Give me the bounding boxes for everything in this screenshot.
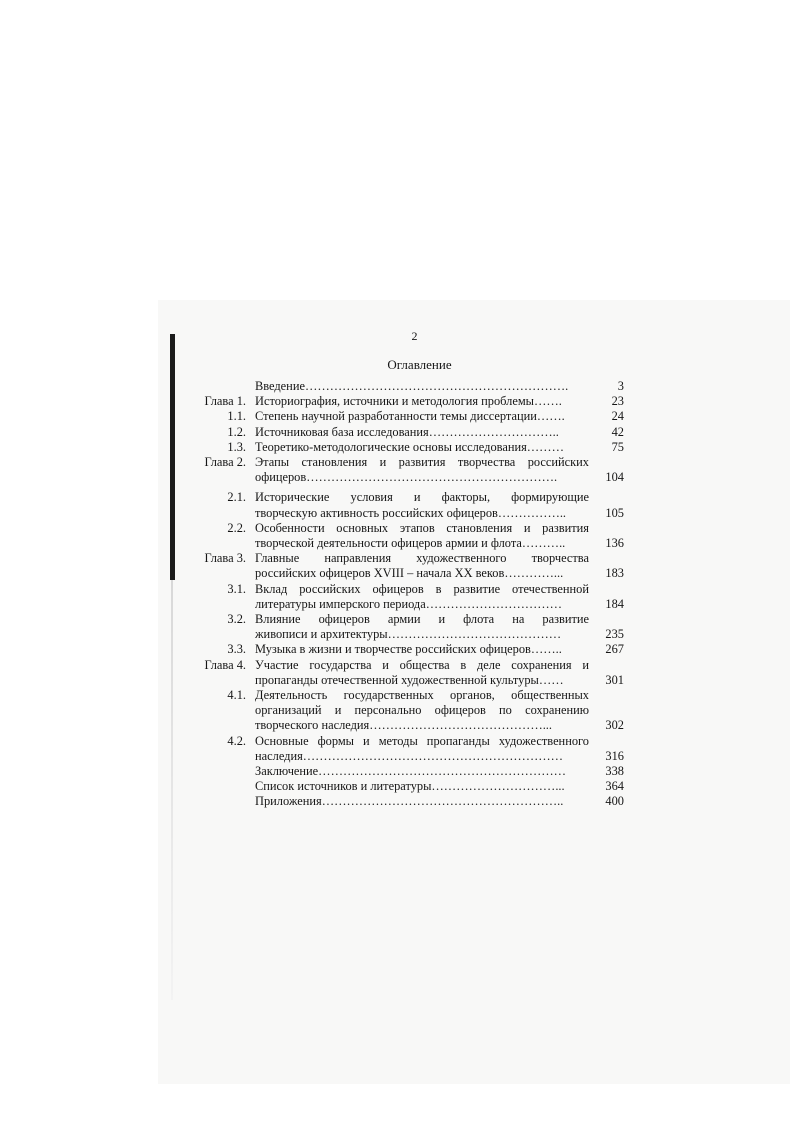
toc-entry-label: 4.2. [227, 733, 246, 748]
toc-entry-title [255, 379, 589, 394]
toc-entry-page: 136 [605, 536, 624, 551]
toc-entry [192, 688, 624, 734]
toc-entry-page: 75 [611, 439, 624, 454]
toc-entry-title-line: Список источников и литературы…………………………... [255, 779, 565, 794]
toc-entry-title-line: творческой деятельности офицеров армии и флота……….. [255, 536, 566, 551]
toc-entry-title [255, 612, 589, 642]
toc-entry [192, 764, 624, 779]
toc-entry-page: 23 [611, 394, 624, 409]
toc-entry-title-line: живописи и архитектуры…………………………………… [255, 627, 562, 642]
toc-entry-title [255, 688, 589, 734]
toc-entry-title-line: Основные формы и методы пропаганды художественного [255, 733, 589, 748]
toc-entry [192, 779, 624, 794]
toc-entry-label: 3.2. [227, 612, 246, 627]
toc-entry-page: 338 [605, 764, 624, 779]
toc-entry-label: 1.2. [227, 424, 246, 439]
toc-entry-title-line: Участие государства и общества в деле сохранения и [255, 657, 589, 672]
toc-entry-title-line: Деятельность государственных органов, общественных [255, 688, 589, 703]
toc-entry-page: 104 [605, 470, 624, 485]
toc-entry-title-line: пропаганды отечественной художественной культуры…… [255, 672, 564, 687]
toc-entry-title [255, 551, 589, 581]
toc-entry-label: Глава 3. [204, 551, 246, 566]
toc-entry-page: 184 [605, 596, 624, 611]
toc-entry-label: 1.3. [227, 439, 246, 454]
toc-entry-title-line: Теоретико-методологические основы исследования……… [255, 439, 564, 454]
toc-entry-page: 267 [605, 642, 624, 657]
toc-entry [192, 642, 624, 657]
toc-entry-label: 1.1. [227, 409, 246, 424]
table-of-contents [192, 379, 624, 810]
toc-entry-page: 235 [605, 627, 624, 642]
toc-entry [192, 612, 624, 642]
toc-entry [192, 440, 624, 455]
toc-entry-title [255, 521, 589, 551]
toc-entry-title-line: Вклад российских офицеров в развитие отечественной [255, 581, 589, 596]
toc-entry-label: 2.2. [227, 520, 246, 535]
toc-entry-label: 2.1. [227, 490, 246, 505]
toc-entry [192, 794, 624, 809]
toc-entry-page: 105 [605, 505, 624, 520]
page-number: 2 [411, 329, 418, 343]
toc-entry-title-line: Влияние офицеров армии и флота на развитие [255, 612, 589, 627]
scan-edge-shadow-faint [171, 580, 173, 1000]
toc-entry-title [255, 794, 589, 809]
toc-entry-title [255, 658, 589, 688]
toc-entry-label: 3.3. [227, 642, 246, 657]
toc-entry [192, 379, 624, 394]
toc-entry-title-line: Приложения………………………………………………….. [255, 794, 564, 809]
toc-entry-title-line: организаций и персонально офицеров по сохранению [255, 703, 589, 718]
toc-entry-title-line: наследия……………………………………………………… [255, 748, 563, 763]
toc-entry-title-line: литературы имперского периода…………………………… [255, 596, 563, 611]
toc-entry-title [255, 582, 589, 612]
toc-entry-page: 3 [617, 379, 624, 393]
toc-entry-title-line: творческого наследия……………………………………... [255, 718, 552, 733]
toc-entry [192, 490, 624, 520]
toc-entry-title [255, 425, 589, 440]
toc-entry-title-line: Главные направления художественного творчества [255, 551, 589, 566]
toc-entry-title-line: Введение………………………………………………………. [255, 379, 569, 393]
toc-entry-title-line: Особенности основных этапов становления и развития [255, 520, 589, 535]
toc-entry-title-line: Степень научной разработанности темы диссертации……. [255, 409, 565, 424]
toc-entry-page: 183 [605, 566, 624, 581]
toc-entry-title [255, 734, 589, 764]
toc-entry-page: 42 [611, 424, 624, 439]
toc-entry [192, 521, 624, 551]
toc-entry-label: 4.1. [227, 688, 246, 703]
toc-entry-title-line: Заключение…………………………………………………… [255, 764, 566, 779]
toc-entry-label: Глава 4. [204, 657, 246, 672]
toc-entry-label: 3.1. [227, 581, 246, 596]
toc-heading: Оглавление [387, 357, 452, 372]
toc-entry-title-line: Музыка в жизни и творчестве российских офицеров…….. [255, 642, 562, 657]
toc-entry-title-line: Этапы становления и развития творчества российских [255, 455, 589, 470]
toc-entry-label: Глава 2. [204, 455, 246, 470]
toc-entry-page: 364 [605, 779, 624, 794]
toc-entry-title-line: творческую активность российских офицеров…………….. [255, 505, 567, 520]
toc-entry-page: 302 [605, 718, 624, 733]
toc-entry-label: Глава 1. [204, 394, 246, 409]
toc-entry [192, 394, 624, 409]
toc-entry-title-line: Источниковая база исследования………………………….. [255, 424, 559, 439]
toc-entry [192, 658, 624, 688]
toc-entry-title [255, 764, 589, 779]
toc-entry-title [255, 394, 589, 409]
toc-entry [192, 409, 624, 424]
toc-entry-page: 400 [605, 794, 624, 809]
toc-entry-title [255, 409, 589, 424]
toc-entry-page: 24 [611, 409, 624, 424]
toc-entry-title [255, 490, 589, 520]
toc-entry-page: 301 [605, 672, 624, 687]
toc-entry-title-line: российских офицеров XVIII – начала XX веков…………... [255, 566, 564, 581]
toc-entry-title-line: Исторические условия и факторы, формирующие [255, 490, 589, 505]
toc-entry-title [255, 440, 589, 455]
toc-entry-title-line: Историография, источники и методология проблемы……. [255, 394, 562, 409]
toc-entry [192, 582, 624, 612]
toc-entry-title [255, 642, 589, 657]
toc-entry [192, 551, 624, 581]
toc-entry [192, 455, 624, 485]
toc-entry [192, 734, 624, 764]
toc-entry-title-line: офицеров……………………………………………………. [255, 470, 558, 485]
toc-entry-page: 316 [605, 748, 624, 763]
toc-entry [192, 425, 624, 440]
toc-entry-title [255, 779, 589, 794]
toc-entry-title [255, 455, 589, 485]
